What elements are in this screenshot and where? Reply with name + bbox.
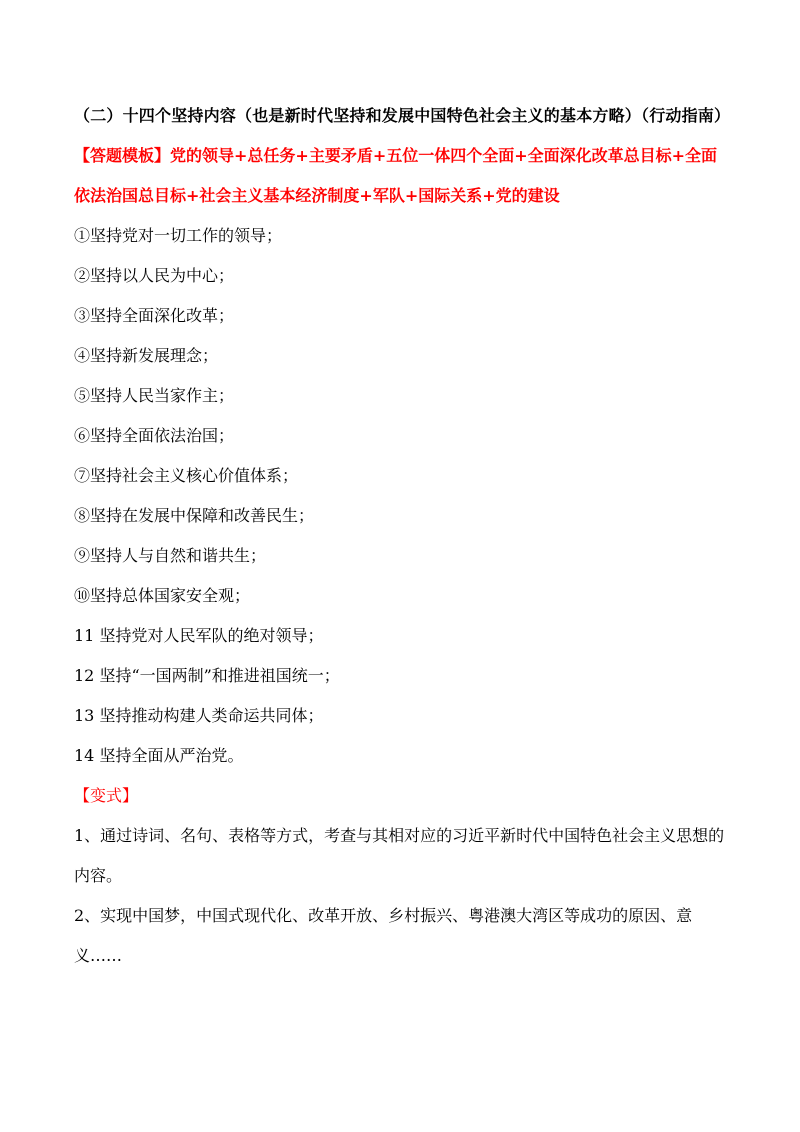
- list-item: ⑧坚持在发展中保障和改善民生；: [74, 506, 315, 525]
- document-content: [74, 96, 730, 976]
- list-item: ②坚持以人民为中心；: [74, 266, 235, 285]
- variant-title: 【变式】: [74, 786, 139, 805]
- variant-item-2: 2、实现中国梦，中国式现代化、改革开放、乡村振兴、粤港澳大湾区等成功的原因、意义……: [74, 906, 693, 965]
- list-item: ⑤坚持人民当家作主；: [74, 386, 235, 405]
- list-item: 11 坚持党对人民军队的绝对领导；: [74, 626, 324, 645]
- list-item: ⑥坚持全面依法治国；: [74, 426, 235, 445]
- list-item: ④坚持新发展理念；: [74, 346, 219, 365]
- list-item: 14 坚持全面从严治党。: [74, 746, 244, 765]
- list-item: ⑦坚持社会主义核心价值体系；: [74, 466, 299, 485]
- list-item: 12 坚持“一国两制”和推进祖国统一；: [74, 666, 340, 685]
- list-item: ③坚持全面深化改革；: [74, 306, 235, 325]
- answer-template: 【答题模板】党的领导+总任务+主要矛盾+五位一体四个全面+全面深化改革总目标+全面依法治国总目标+社会主义基本经济制度+军队+国际关系+党的建设: [74, 146, 718, 205]
- points-list: [74, 216, 730, 776]
- list-item: ①坚持党对一切工作的领导；: [74, 226, 283, 245]
- section-heading: （二）十四个坚持内容（也是新时代坚持和发展中国特色社会主义的基本方略）（行动指南）: [74, 106, 731, 125]
- list-item: ⑨坚持人与自然和谐共生；: [74, 546, 267, 565]
- variant-item-1: 1、通过诗词、名句、表格等方式，考查与其相对应的习近平新时代中国特色社会主义思想的内容。: [74, 826, 725, 885]
- list-item: ⑩坚持总体国家安全观；: [74, 586, 251, 605]
- list-item: 13 坚持推动构建人类命运共同体；: [74, 706, 324, 725]
